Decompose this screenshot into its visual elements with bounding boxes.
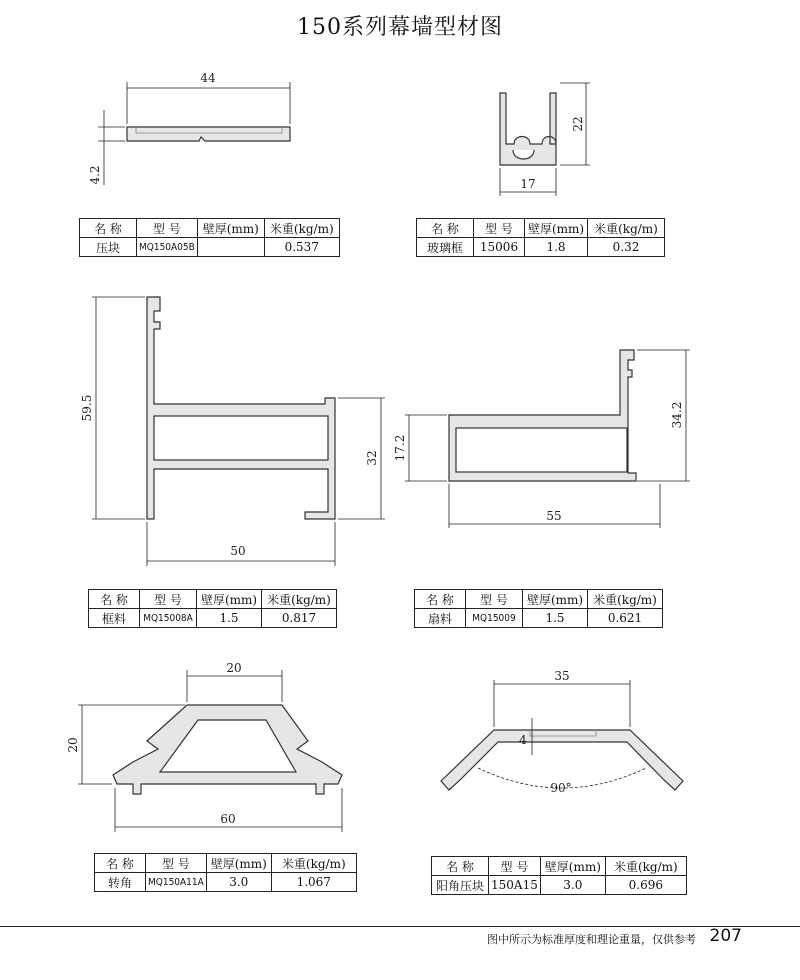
cell-wall: 1.5 — [523, 609, 588, 628]
header-wall: 壁厚(mm) — [523, 590, 588, 609]
dim-shanliao-left-height: 17.2 — [393, 434, 407, 462]
header-wall: 壁厚(mm) — [197, 590, 262, 609]
footer-divider — [0, 926, 800, 927]
cell-weight: 0.696 — [605, 876, 686, 895]
cell-model: MQ15008A — [140, 609, 197, 628]
cell-name: 框料 — [89, 609, 140, 628]
header-weight: 米重(kg/m) — [264, 219, 339, 238]
header-name: 名 称 — [89, 590, 140, 609]
spec-table-kuangliao — [88, 589, 337, 628]
header-model: 型 号 — [474, 219, 525, 238]
cell-wall: 3.0 — [540, 876, 605, 895]
header-model: 型 号 — [489, 857, 541, 876]
dim-yangjiao-width: 35 — [554, 669, 570, 683]
spec-table-yakuai — [79, 218, 340, 257]
header-wall: 壁厚(mm) — [206, 854, 271, 873]
header-name: 名 称 — [415, 590, 466, 609]
spec-table-yangjiao-yakuai — [431, 856, 687, 895]
page-number: 207 — [709, 926, 742, 946]
dim-shanliao-width: 55 — [546, 509, 562, 523]
dim-yangjiao-angle: 90° — [550, 781, 572, 795]
cell-model: 15006 — [474, 238, 525, 257]
cell-model: MQ150A05B — [137, 238, 198, 257]
header-name: 名 称 — [95, 854, 146, 873]
header-wall: 壁厚(mm) — [525, 219, 588, 238]
cell-weight: 0.817 — [262, 609, 337, 628]
profile-shanliao-drawing — [405, 350, 690, 528]
spec-table-shanliao — [414, 589, 663, 628]
dim-zhuanjiao-height: 20 — [66, 737, 80, 753]
dim-yakuai-width: 44 — [200, 71, 216, 85]
header-model: 型 号 — [466, 590, 523, 609]
cell-name: 压块 — [80, 238, 137, 257]
footer-note: 图中所示为标准厚度和理论重量，仅供参考 — [487, 933, 696, 946]
profile-yakuai-drawing — [98, 82, 290, 185]
header-weight: 米重(kg/m) — [271, 854, 356, 873]
dim-bolikuang-width: 17 — [520, 177, 536, 191]
dim-shanliao-height: 34.2 — [670, 401, 684, 429]
cell-weight: 0.537 — [264, 238, 339, 257]
cell-wall — [197, 238, 264, 257]
page-title: 150系列幕墙型材图 — [297, 15, 503, 40]
profile-kuangliao-drawing — [92, 297, 385, 566]
dim-zhuanjiao-width: 60 — [220, 812, 236, 826]
header-model: 型 号 — [146, 854, 207, 873]
header-wall: 壁厚(mm) — [197, 219, 264, 238]
dim-kuangliao-height: 59.5 — [80, 394, 94, 422]
profile-zhuanjiao-drawing — [78, 670, 342, 832]
header-name: 名 称 — [432, 857, 489, 876]
dim-yangjiao-thickness: 4 — [519, 733, 527, 747]
cell-weight: 1.067 — [271, 873, 356, 892]
spec-table-bolikuang — [416, 218, 665, 257]
cell-model: MQ150A11A — [146, 873, 207, 892]
cell-weight: 0.32 — [588, 238, 665, 257]
cell-name: 扇料 — [415, 609, 466, 628]
dim-yakuai-thickness: 4.2 — [88, 165, 102, 185]
dim-zhuanjiao-top-width: 20 — [226, 661, 242, 675]
cell-wall: 1.5 — [197, 609, 262, 628]
header-weight: 米重(kg/m) — [588, 590, 663, 609]
cell-model: 150A15 — [489, 876, 541, 895]
header-name: 名 称 — [80, 219, 137, 238]
header-weight: 米重(kg/m) — [605, 857, 686, 876]
profile-yangjiao-yakuai-drawing — [441, 680, 683, 790]
cell-wall: 1.8 — [525, 238, 588, 257]
cell-model: MQ15009 — [466, 609, 523, 628]
header-weight: 米重(kg/m) — [262, 590, 337, 609]
cell-name: 转角 — [95, 873, 146, 892]
header-wall: 壁厚(mm) — [540, 857, 605, 876]
dim-bolikuang-height: 22 — [571, 116, 585, 132]
cell-weight: 0.621 — [588, 609, 663, 628]
cell-wall: 3.0 — [206, 873, 271, 892]
dim-kuangliao-width: 50 — [230, 544, 246, 558]
header-weight: 米重(kg/m) — [588, 219, 665, 238]
profile-bolikuang-drawing — [500, 83, 590, 196]
header-model: 型 号 — [137, 219, 198, 238]
dim-kuangliao-right-height: 32 — [365, 450, 379, 466]
cell-name: 阳角压块 — [432, 876, 489, 895]
spec-table-zhuanjiao — [94, 853, 357, 892]
header-model: 型 号 — [140, 590, 197, 609]
header-name: 名 称 — [417, 219, 474, 238]
cell-name: 玻璃框 — [417, 238, 474, 257]
